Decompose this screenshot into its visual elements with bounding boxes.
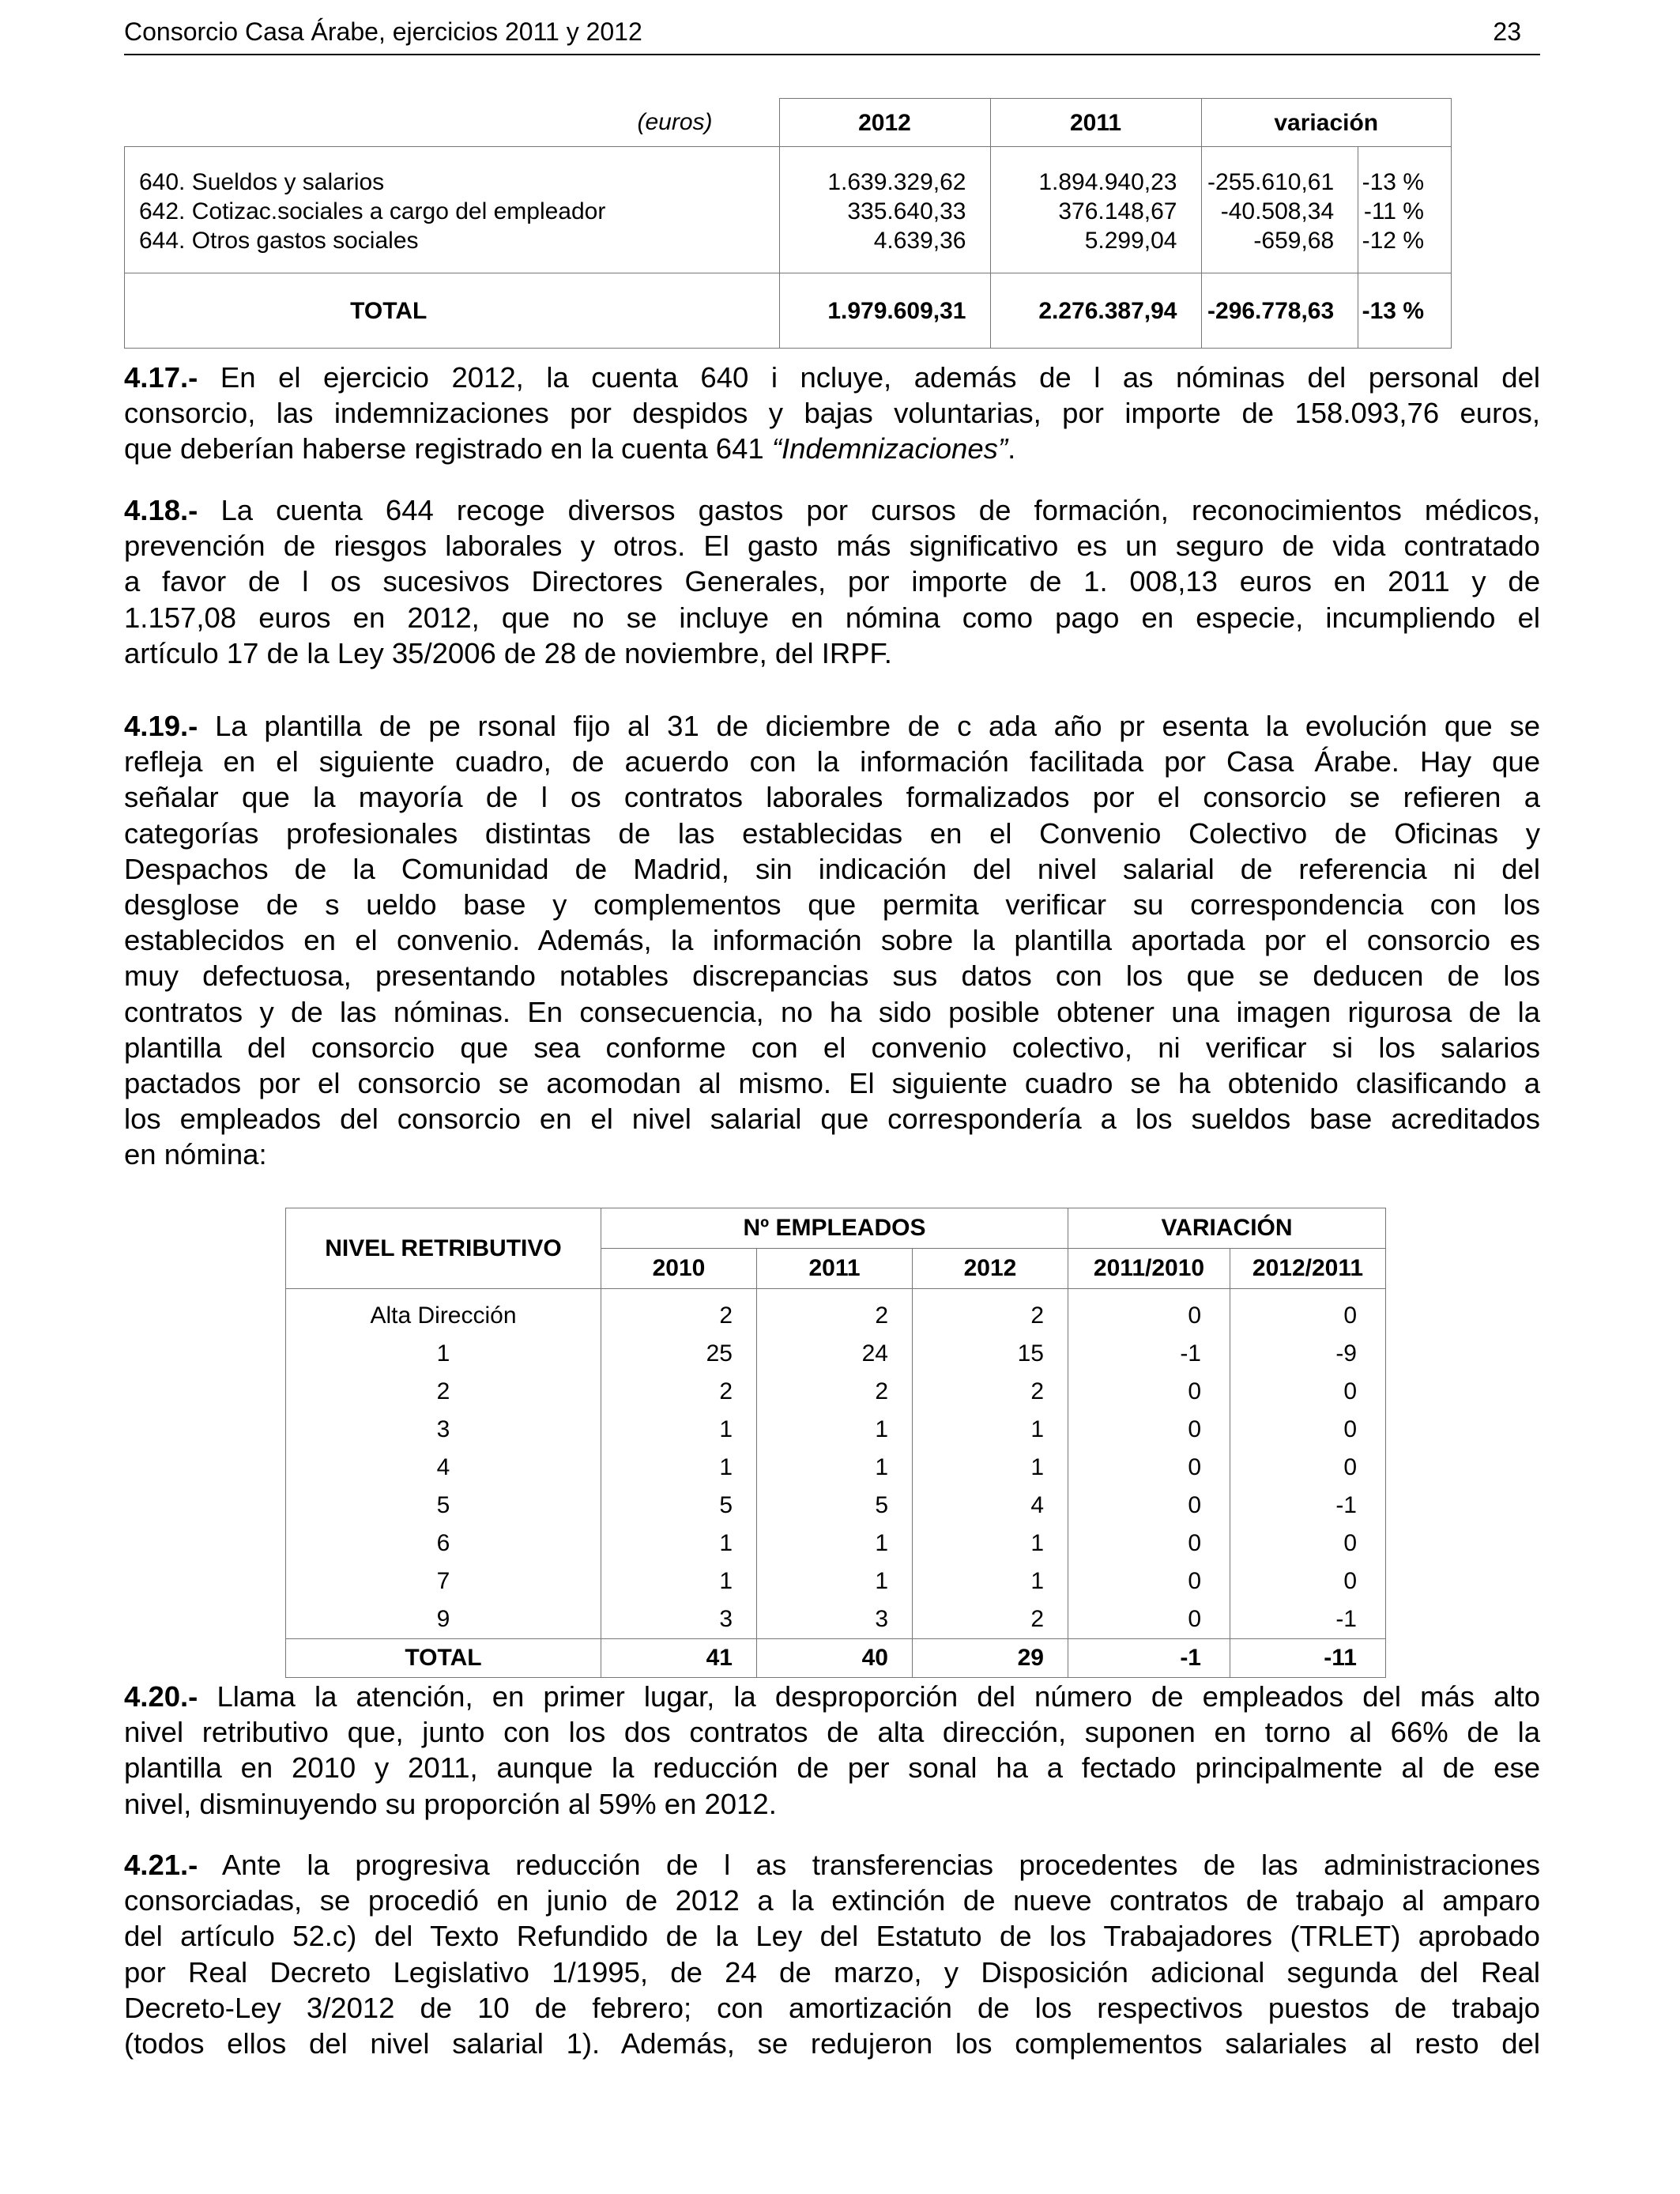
cell-value: 1 [601,1411,757,1449]
column-header: 2012 [779,99,990,147]
table-row [286,1525,1386,1563]
text-line: (todos ellos del nivel salarial 1). Además, se redujeron los complementos salariales al resto del [124,2027,1540,2060]
cell-value: 5.299,04 [1084,228,1177,254]
text-line: categorías profesionales distintas de las establecidas en el Convenio Colectivo de Oficinas y [124,816,1540,850]
cell-value: -12 % [1362,228,1424,254]
cell-value: 1.894.940,23 [1038,169,1177,195]
text-line: a favor de l os sucesivos Directores Generales, por importe de 1. 008,13 euros en 2011 y de [124,565,1540,598]
cell-value: 24 [757,1335,913,1373]
table-row [286,1449,1386,1487]
section-number: 4.17.- [124,361,198,394]
total-label: TOTAL [125,273,780,349]
cell-value: 335.640,33 [847,198,966,224]
total-value: 29 [913,1639,1068,1678]
level-cell: Alta Dirección [370,1302,517,1329]
column-2011 [990,147,1201,273]
cell-value: 25 [601,1335,757,1373]
level-cell: 4 [436,1454,450,1480]
text-line: establecidos en el convenio. Además, la información sobre la plantilla aportada por el consorcio es [124,924,1540,957]
table-row [286,1600,1386,1639]
line-text: En el ejercicio 2012, la cuenta 640 i ncluye, además de l as nóminas del personal del [198,361,1540,394]
cell-value: 0 [1230,1373,1386,1411]
column-header: 2010 [601,1249,757,1289]
text-line: por Real Decreto Legislativo 1/1995, de 24 de marzo, y Disposición adicional segunda del Real [124,1955,1540,1989]
level-cell: 1 [436,1340,450,1367]
cell-value: 1 [913,1411,1068,1449]
row-label: 642. Cotizac.sociales a cargo del empleador [139,198,606,224]
page-number: 23 [1493,17,1521,46]
total-value: 1.979.609,31 [779,273,990,349]
level-cell: 6 [436,1530,450,1556]
cell-value: -1 [1068,1335,1230,1373]
cell-value: 1 [913,1563,1068,1600]
text-line: consorcio, las indemnizaciones por despidos y bajas voluntarias, por importe de 158.093,76 euros, [124,397,1540,430]
cell-value: 0 [1068,1563,1230,1600]
text-line: Despachos de la Comunidad de Madrid, sin indicación del nivel salarial de referencia ni del [124,852,1540,885]
cell-value: 1.639.329,62 [827,169,966,195]
total-value: -13 % [1358,273,1452,349]
text-line: refleja en el siguiente cuadro, de acuerdo con la información facilitada por Casa Árabe. Hay que [124,745,1540,778]
text-line: plantilla en 2010 y 2011, aunque la reducción de per sonal ha a fectado principalmente al de ese [124,1751,1540,1785]
column-header-level: NIVEL RETRIBUTIVO [286,1208,601,1289]
cell-value: 1 [601,1525,757,1563]
paragraph-4-19 [124,708,1540,1173]
header-title: Consorcio Casa Árabe, ejercicios 2011 y 2012 [124,17,642,46]
text-line [124,1679,1540,1714]
total-value: -1 [1068,1639,1230,1678]
column-header: 2011/2010 [1068,1249,1230,1289]
cell-value: 4.639,36 [873,228,966,254]
text-line: muy defectuosa, presentando notables discrepancias sus datos con los que se deducen de los [124,959,1540,993]
text-line: 1.157,08 euros en 2012, que no se incluye en nómina como pago en especie, incumpliendo el [124,601,1540,634]
cell-value: 3 [601,1600,757,1639]
cell-value: 3 [757,1600,913,1639]
column-header: 2011 [757,1249,913,1289]
group-header-employees: Nº EMPLEADOS [601,1208,1068,1249]
column-percent [1358,147,1452,273]
text-line: plantilla del consorcio que sea conforme con el convenio colectivo, ni verificar si los salarios [124,1031,1540,1064]
page-header [124,16,1540,55]
paragraph-4-21 [124,1847,1540,2061]
personnel-expenses-table [124,98,1452,349]
cell-value: 2 [757,1289,913,1336]
total-value: 41 [601,1639,757,1678]
table-row [286,1563,1386,1600]
table-body [286,1289,1386,1639]
text-line: nivel retributivo que, junto con los dos contratos de alta dirección, suponen en torno al 66% de la [124,1716,1540,1749]
cell-value: 1 [913,1449,1068,1487]
column-header: 2012/2011 [1230,1249,1386,1289]
cell-value: 1 [757,1449,913,1487]
text-line [124,708,1540,744]
cell-value: -1 [1230,1600,1386,1639]
text-line: Decreto-Ley 3/2012 de 10 de febrero; con amortización de los respectivos puestos de trabajo [124,1991,1540,2024]
text-line: los empleados del consorcio en el nivel salarial que correspondería a los sueldos base acreditados [124,1103,1540,1136]
section-number: 4.18.- [124,494,198,526]
text-line: en nómina: [124,1138,267,1171]
row-label: 644. Otros gastos sociales [139,228,419,254]
line-text: Llama la atención, en primer lugar, la desproporción del número de empleados del más alto [198,1680,1540,1713]
cell-value: 1 [601,1563,757,1600]
unit-label: (euros) [637,109,713,136]
italic-term: “Indemnizaciones” [771,432,1008,466]
level-cell: 2 [436,1378,450,1404]
row-labels [125,147,780,273]
text-line [124,1847,1540,1883]
cell-value: 0 [1068,1449,1230,1487]
level-cell: 7 [436,1568,450,1594]
column-variation [1201,147,1358,273]
cell-value: 1 [757,1411,913,1449]
total-row [286,1639,1386,1678]
cell-value: 0 [1068,1600,1230,1639]
cell-value: 0 [1230,1411,1386,1449]
cell-value: 0 [1068,1411,1230,1449]
row-label: 640. Sueldos y salarios [139,169,385,195]
cell-value: 376.148,67 [1058,198,1177,224]
table-row [286,1487,1386,1525]
cell-value: 0 [1230,1525,1386,1563]
cell-value: -13 % [1362,169,1424,195]
cell-value: 4 [913,1487,1068,1525]
table-header-row [125,99,1452,147]
cell-value: -11 % [1363,198,1424,224]
cell-value: -255.610,61 [1207,169,1335,195]
level-cell: 3 [436,1416,450,1442]
line-text: que deberían haberse registrado en la cuenta 641 [124,432,772,466]
total-value: 2.276.387,94 [990,273,1201,349]
cell-value: 0 [1068,1373,1230,1411]
text-line: desglose de s ueldo base y complementos que permita verificar su correspondencia con los [124,888,1540,922]
cell-value: 5 [601,1487,757,1525]
column-2012 [779,147,990,273]
cell-value: 1 [757,1563,913,1600]
text-line: artículo 17 de la Ley 35/2006 de 28 de noviembre, del IRPF. [124,636,892,669]
cell-value: -1 [1230,1487,1386,1525]
cell-value: -659,68 [1253,228,1335,254]
cell-value: 2 [601,1373,757,1411]
cell-value: -9 [1230,1335,1386,1373]
total-row [125,273,1452,349]
cell-value: 1 [601,1449,757,1487]
cell-value: 0 [1068,1525,1230,1563]
text-line: pactados por el consorcio se acomodan al mismo. El siguiente cuadro se ha obtenido clasificando a [124,1067,1540,1100]
column-header: 2012 [913,1249,1068,1289]
total-value: 40 [757,1639,913,1678]
text-line: contratos y de las nóminas. En consecuencia, no ha sido posible obtener una imagen rigurosa de la [124,995,1540,1028]
table-row [286,1335,1386,1373]
text-line [124,492,1540,528]
total-value: -296.778,63 [1201,273,1358,349]
text-line: señalar que la mayoría de l os contratos laborales formalizados por el consorcio se refieren a [124,781,1540,814]
column-header: 2011 [990,99,1201,147]
line-text: La cuenta 644 recoge diversos gastos por cursos de formación, reconocimientos médicos, [198,494,1540,526]
cell-value: 2 [601,1289,757,1336]
total-label: TOTAL [286,1639,601,1678]
table-header-row [286,1208,1386,1249]
section-number: 4.19.- [124,710,198,742]
level-cell: 9 [436,1606,450,1632]
group-header-variation: VARIACIÓN [1068,1208,1386,1249]
table-row [286,1289,1386,1336]
cell-value: 0 [1230,1563,1386,1600]
cell-value: 0 [1230,1289,1386,1336]
line-text: . [1008,432,1016,466]
cell-value: 2 [913,1600,1068,1639]
cell-value: 1 [757,1525,913,1563]
cell-value: 5 [757,1487,913,1525]
section-number: 4.21.- [124,1849,198,1881]
cell-value: 0 [1230,1449,1386,1487]
table-body-row [125,147,1452,273]
cell-value: -40.508,34 [1220,198,1335,224]
text-line: del artículo 52.c) del Texto Refundido de la Ley del Estatuto de los Trabajadores (TRLET) aprobado [124,1920,1540,1953]
text-line: nivel, disminuyendo su proporción al 59% en 2012. [124,1787,777,1820]
cell-value: 15 [913,1335,1068,1373]
table-row [286,1373,1386,1411]
text-line: consorciadas, se procedió en junio de 2012 a la extinción de nueve contratos de trabajo al amparo [124,1884,1540,1917]
cell-value: 0 [1068,1487,1230,1525]
cell-value: 1 [913,1525,1068,1563]
column-header: variación [1201,99,1452,147]
total-value: -11 [1230,1639,1386,1678]
text-line [124,360,1540,395]
text-line [124,431,1540,466]
section-number: 4.20.- [124,1680,198,1713]
paragraph-4-18 [124,492,1540,671]
staff-level-table [285,1208,1386,1678]
line-text: La plantilla de pe rsonal fijo al 31 de diciembre de c ada año pr esenta la evolución que se [198,710,1540,742]
text-line: prevención de riesgos laborales y otros. El gasto más significativo es un seguro de vida contratado [124,530,1540,563]
paragraph-4-20 [124,1679,1540,1822]
level-cell: 5 [436,1492,450,1518]
line-text: Ante la progresiva reducción de l as transferencias procedentes de las administraciones [198,1849,1540,1881]
paragraph-4-17 [124,360,1540,467]
table-row [286,1411,1386,1449]
cell-value: 2 [913,1373,1068,1411]
cell-value: 0 [1068,1289,1230,1336]
cell-value: 2 [757,1373,913,1411]
cell-value: 2 [913,1289,1068,1336]
